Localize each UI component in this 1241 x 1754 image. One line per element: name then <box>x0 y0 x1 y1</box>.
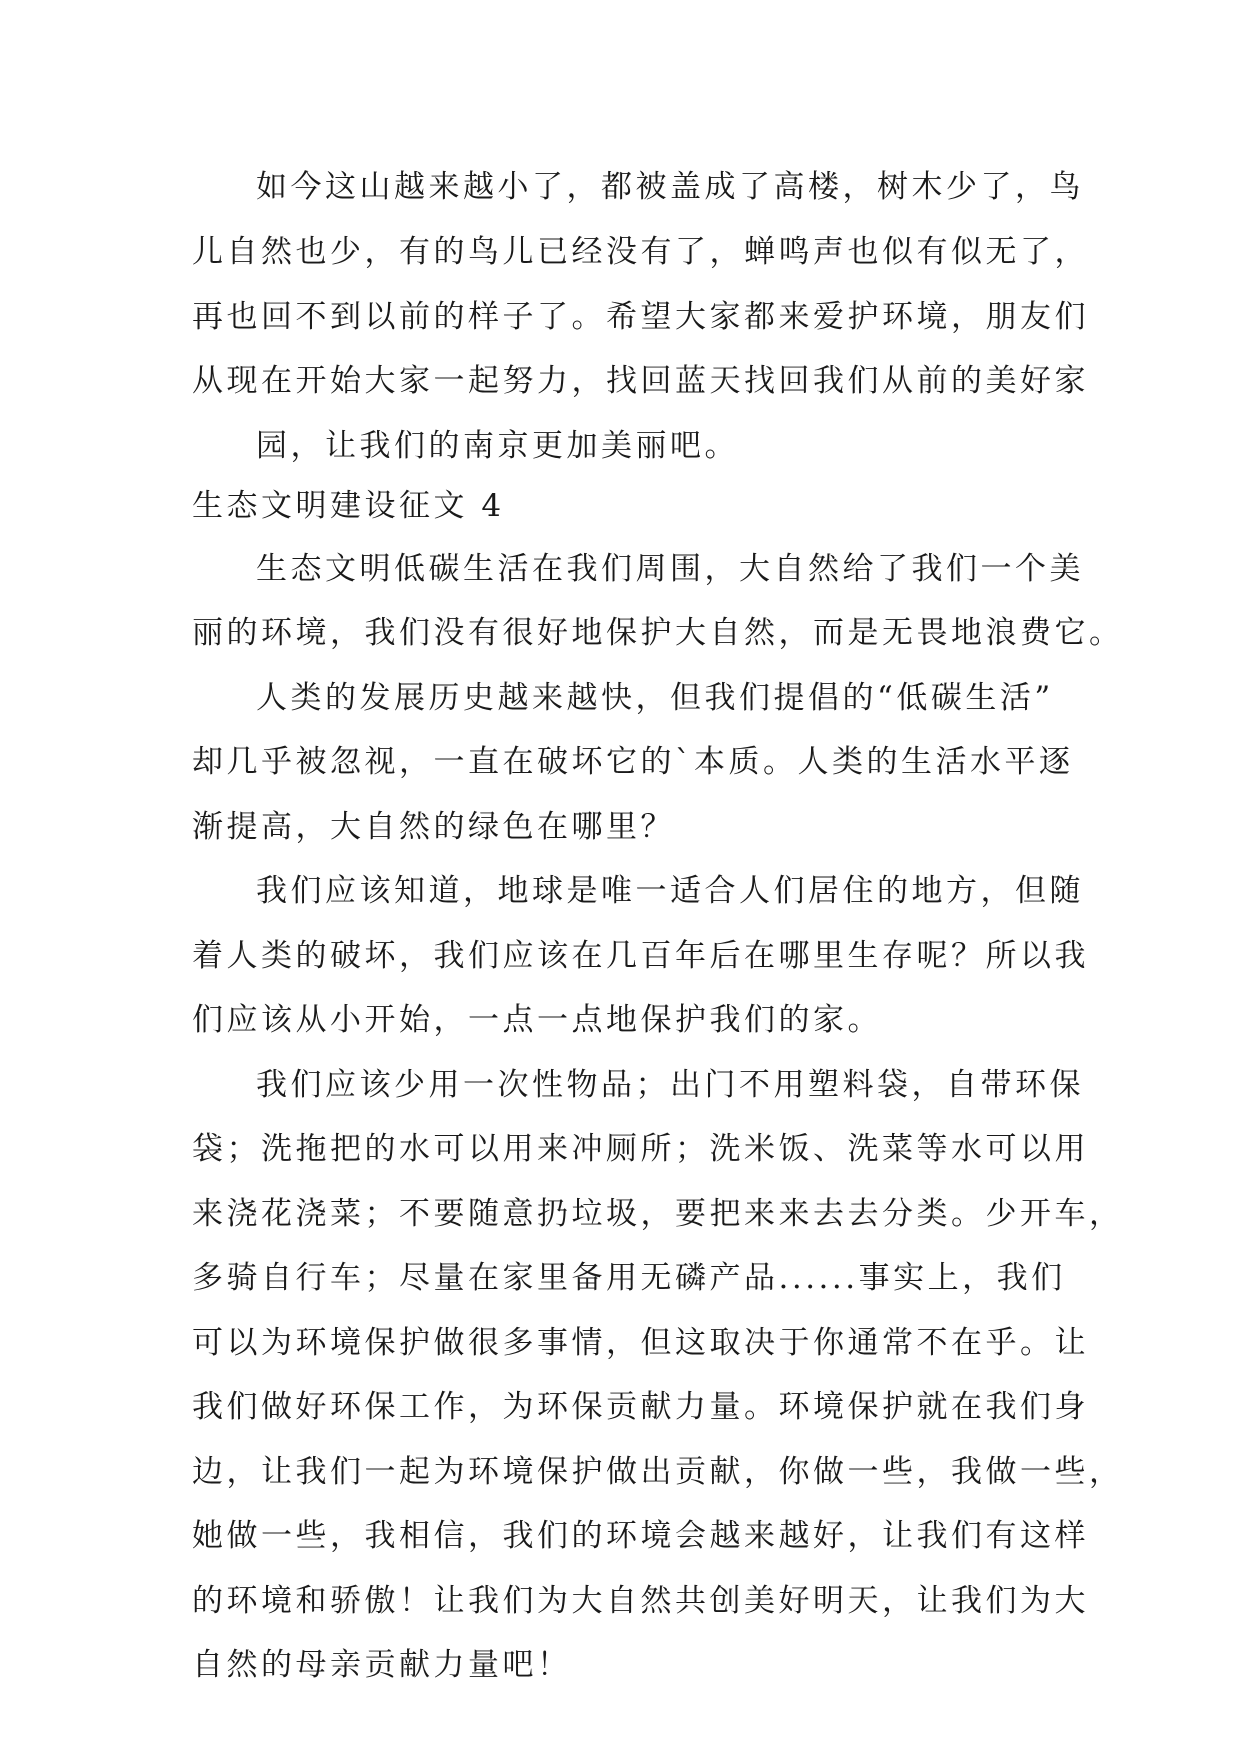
paragraph-line: 多骑自行车；尽量在家里备用无磷产品......事实上，我们 <box>192 1260 1066 1296</box>
paragraph-line: 从现在开始大家一起努力，找回蓝天找回我们从前的美好家 <box>192 363 1089 399</box>
paragraph-line: 人类的发展历史越来越快，但我们提倡的“低碳生活” <box>256 680 1054 716</box>
paragraph-line: 们应该从小开始，一点一点地保护我们的家。 <box>192 1002 882 1038</box>
paragraph-line: 她做一些，我相信，我们的环境会越来越好，让我们有这样 <box>192 1518 1089 1554</box>
paragraph-line: 的环境和骄傲！让我们为大自然共创美好明天，让我们为大 <box>192 1583 1089 1619</box>
paragraph-line: 着人类的破坏，我们应该在几百年后在哪里生存呢？所以我 <box>192 938 1089 974</box>
paragraph-line: 自然的母亲贡献力量吧！ <box>192 1647 572 1683</box>
paragraph-line: 儿自然也少，有的鸟儿已经没有了，蝉鸣声也似有似无了， <box>192 234 1089 270</box>
paragraph-line: 可以为环境保护做很多事情，但这取决于你通常不在乎。让 <box>192 1325 1089 1361</box>
paragraph-line: 袋；洗拖把的水可以用来冲厕所；洗米饭、洗菜等水可以用 <box>192 1131 1089 1167</box>
paragraph-line: 生态文明低碳生活在我们周围，大自然给了我们一个美 <box>256 551 1084 587</box>
section-heading: 生态文明建设征文 4 <box>192 488 505 524</box>
paragraph-line: 再也回不到以前的样子了。希望大家都来爱护环境，朋友们 <box>192 299 1089 335</box>
paragraph-line: 我们应该少用一次性物品；出门不用塑料袋，自带环保 <box>256 1067 1084 1103</box>
paragraph-line: 却几乎被忽视，一直在破坏它的`本质。人类的生活水平逐 <box>192 744 1074 780</box>
paragraph-line: 我们应该知道，地球是唯一适合人们居住的地方，但随 <box>256 873 1084 909</box>
paragraph-line: 来浇花浇菜；不要随意扔垃圾，要把来来去去分类。少开车， <box>192 1196 1124 1232</box>
paragraph-line: 园，让我们的南京更加美丽吧。 <box>256 428 739 464</box>
paragraph-line: 我们做好环保工作，为环保贡献力量。环境保护就在我们身 <box>192 1389 1089 1425</box>
paragraph-line: 边，让我们一起为环境保护做出贡献，你做一些，我做一些， <box>192 1454 1124 1490</box>
paragraph-line: 如今这山越来越小了，都被盖成了高楼，树木少了，鸟 <box>256 169 1084 205</box>
paragraph-line: 丽的环境，我们没有很好地保护大自然，而是无畏地浪费它。 <box>192 615 1124 651</box>
paragraph-line: 渐提高，大自然的绿色在哪里？ <box>192 809 675 845</box>
